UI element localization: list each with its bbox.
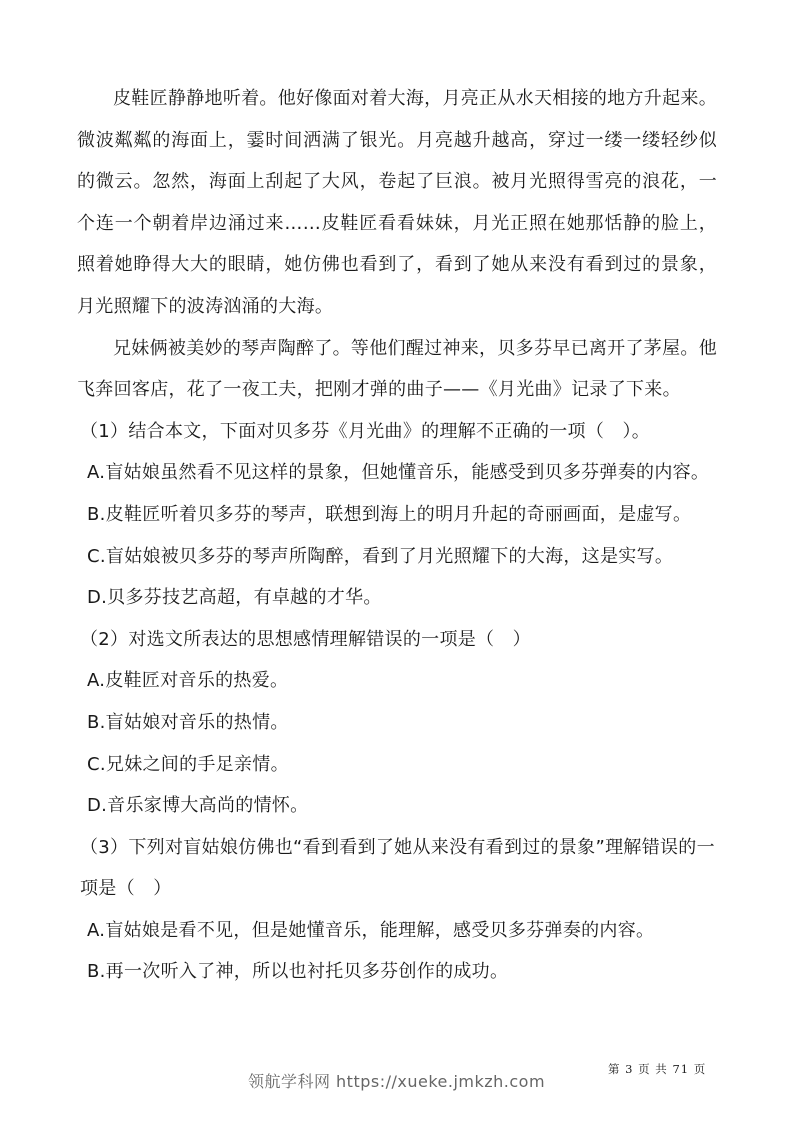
question-3-option-a: A.盲姑娘是看不见，但是她懂音乐，能理解，感受贝多芬弹奏的内容。 <box>87 919 655 941</box>
question-2-option-a: A.皮鞋匠对音乐的热爱。 <box>87 670 289 692</box>
question-2-option-d: D.音乐家博大高尚的情怀。 <box>87 795 309 817</box>
page-number: 第 3 页 共 71 页 <box>608 1062 707 1076</box>
question-1-option-d: D.贝多芬技艺高超，有卓越的才华。 <box>87 587 382 609</box>
question-2-option-b: B.盲姑娘对音乐的热情。 <box>87 711 289 733</box>
question-1-option-b: B.皮鞋匠听着贝多芬的琴声，联想到海上的明月升起的奇丽画面，是虚写。 <box>87 503 692 525</box>
question-2-stem: （2）对选文所表达的思想感情理解错误的一项是（ ） <box>80 628 531 650</box>
question-1-stem: （1）结合本文，下面对贝多芬《月光曲》的理解不正确的一项（ ）。 <box>80 420 651 442</box>
passage-paragraph-2: 兄妹俩被美妙的琴声陶醉了。等他们醒过神来，贝多芬早已离开了茅屋。他飞奔回客店，花了一夜工夫，把刚才弹的曲子——《月光曲》记录了下来。 <box>77 337 717 401</box>
document-body <box>77 78 717 993</box>
question-3-option-b: B.再一次听入了神，所以也衬托贝多芬创作的成功。 <box>87 961 509 983</box>
passage-paragraph-1: 皮鞋匠静静地听着。他好像面对着大海，月亮正从水天相接的地方升起来。微波粼粼的海面上，霎时间洒满了银光。月亮越升越高，穿过一缕一缕轻纱似的微云。忽然，海面上刮起了大风，卷起了巨浪。被月光照得雪亮的浪花，一个连一个朝着岸边涌过来……皮鞋匠看看妹妹，月光正照在她那恬静的脸上，照着她睁得大大的眼睛，她仿佛也看到了，看到了她从来没有看到过的景象，月光照耀下的波涛汹涌的大海。 <box>77 88 717 317</box>
question-2-option-c: C.兄妹之间的手足亲情。 <box>87 753 289 775</box>
question-1-option-a: A.盲姑娘虽然看不见这样的景象，但她懂音乐，能感受到贝多芬弹奏的内容。 <box>87 462 710 484</box>
question-1 <box>77 411 717 619</box>
question-1-option-c: C.盲姑娘被贝多芬的琴声所陶醉，看到了月光照耀下的大海，这是实写。 <box>87 545 674 567</box>
question-2 <box>77 619 717 827</box>
question-3 <box>77 827 717 993</box>
question-3-stem: （3）下列对盲姑娘仿佛也“看到看到了她从来没有看到过的景象”理解错误的一项是（ ） <box>80 836 715 900</box>
site-watermark: 领航学科网 https://xueke.jmkzh.com <box>247 1072 546 1091</box>
